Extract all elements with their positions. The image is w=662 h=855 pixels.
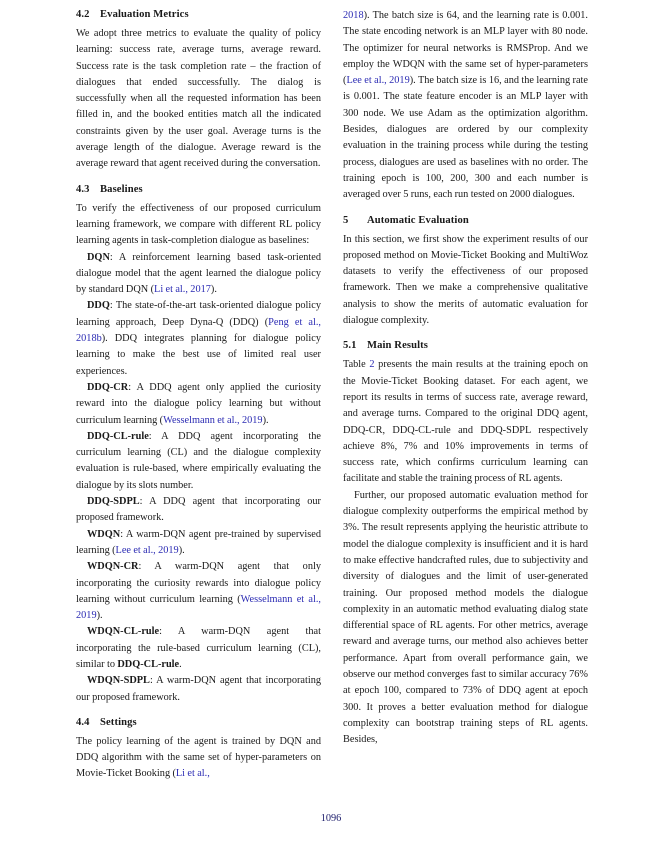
heading-4-3-title: Baselines (100, 183, 143, 195)
baseline-item-ddq-sdpl (76, 494, 321, 527)
baseline-term: DDQ-CL-rule (87, 430, 149, 442)
baseline-text-tail: . (179, 658, 182, 670)
settings-text-part2: ). The batch size is 16, and the learning rate is 0.001. The state feature encoder is an MLP layer with 300 node. We use Adam as the optimization algorithm. Besides, dialogues are ordered by our complexity evaluation in the training process while during the testing process, dialogues are used as baselines with no order. The training epoch is 100, 200, 300 and each number is averaged over 5 runs, each run tested on 2000 dialogues. (343, 75, 588, 201)
paragraph-settings-start (76, 734, 321, 783)
baseline-text: : A warm-DQN agent that incorporating the rule-based curriculum learning (CL), similar to (76, 626, 321, 670)
heading-5 (343, 214, 588, 227)
baseline-text: : A reinforcement learning based task-oriented dialogue model that the agent learned the dialogue policy by standard DQN ( (76, 251, 321, 296)
spacer (343, 204, 588, 214)
two-column-body (76, 8, 588, 798)
table-reference-link[interactable]: 2 (369, 359, 375, 371)
baseline-text: : A warm-DQN agent that incorporating our proposed framework. (76, 675, 321, 703)
citation-link[interactable]: Li et al., 2017 (154, 284, 211, 296)
citation-link[interactable]: Wesselmann et al., 2019 (76, 593, 321, 622)
baseline-term: DDQ-SDPL (87, 496, 140, 508)
baseline-term: DQN (87, 251, 110, 263)
paragraph-main-results-1 (343, 357, 588, 487)
heading-4-2 (76, 8, 321, 21)
baseline-item-wdqn-sdpl (76, 673, 321, 706)
citation-link[interactable]: Lee et al., 2019 (346, 75, 410, 87)
spacer (343, 329, 588, 339)
baseline-term: WDQN-CL-rule (87, 626, 160, 638)
settings-text-part1: ). The batch size is 64, and the learning rate is 0.001. The state encoding network is an MLP layer with 80 node. The optimizer for neural networks is RMSProp. And we employ the WDQN with the same set of hyper-parameters ( (343, 10, 588, 87)
baseline-text: : A DDQ agent only applied the curiosity reward into the dialogue policy learning but without curriculum learning ( (76, 381, 321, 426)
baseline-item-ddq-cl-rule (76, 429, 321, 494)
baseline-text-tail: ). (96, 610, 103, 622)
left-column (76, 8, 321, 798)
heading-4-4-title: Settings (100, 716, 137, 728)
baseline-text-tail: ). DDQ integrates planning for dialogue policy learning to make the best use of limited real user experiences. (76, 333, 321, 377)
baseline-term: DDQ-CR (87, 381, 129, 393)
heading-4-3-number: 4.3 (76, 183, 90, 195)
citation-link[interactable]: Wesselmann et al., 2019 (163, 414, 263, 426)
citation-link[interactable]: Peng et al., 2018b (76, 316, 322, 345)
heading-4-4 (76, 716, 321, 729)
main-results-text-tail: presents the main results at the training epoch on the Movie-Ticket Booking dataset. For each agent, we report its results in terms of success rate, average reward, and average turns. Compared to the original DDQ agent, DDQ-CR, DDQ-CL-rule and DDQ-SDPL respectively achieve 8%, 7% and 10% improvements in terms of success rate, which confirms curriculum learning can facilitate and stable the training process of RL agents. (343, 359, 589, 485)
baseline-text: : The state-of-the-art task-oriented dialogue policy learning approach, Deep Dyna-Q (DDQ) ( (76, 300, 321, 328)
paragraph-automatic-evaluation: In this section, we first show the experiment results of our proposed method on Movie-Ticket Booking and MultiWoz datasets to verify the effectiveness of our proposed framework. Then we make a comprehensive qualitative analysis to show the merits of automatic evaluation for dialogue complexity. (343, 233, 588, 327)
baseline-inline-bold-ref: DDQ-CL-rule (117, 658, 180, 670)
heading-5-number: 5 (343, 214, 349, 226)
heading-4-3 (76, 183, 321, 196)
baseline-item-dqn (76, 250, 321, 299)
baseline-item-wdqn-cl-rule (76, 624, 321, 673)
heading-5-1-title: Main Results (367, 340, 429, 352)
settings-text: The policy learning of the agent is trained by DQN and DDQ algorithm with the same set of hyper-parameters on Movie-Ticket Booking ( (76, 735, 321, 780)
baseline-text-tail: ). (262, 414, 269, 426)
baseline-text-tail: ). (178, 544, 185, 556)
baseline-text: : A warm-DQN agent pre-trained by supervised learning ( (76, 528, 321, 556)
citation-link[interactable]: Lee et al., 2019 (115, 544, 179, 556)
baseline-text: : A DDQ agent incorporating the curriculum learning (CL) and the dialogue complexity evaluation is rule-based, where empirically evaluating the dialogue by its slots number. (76, 430, 321, 491)
baseline-item-ddq (76, 298, 321, 379)
baseline-text-tail: ). (210, 284, 217, 296)
citation-link[interactable]: Li et al., (175, 768, 210, 780)
baseline-term: DDQ (87, 300, 110, 312)
page-number: 1096 (320, 813, 342, 824)
paragraph-main-results-2: Further, our proposed automatic evaluation method for dialogue complexity outperforms the empirical method by 3%. The result represents applying the heuristic attribute to model the dialogue complexity is insufficient and it is hard to make effective handcrafted rules, due to subjectivity and diversity of dialogues and the limit of user-generated training. Our proposed method models the dialogue complexity in an automatic method evaluating dialog state differential space of RL agents. For other metrics, average reward and average turns, our method also achieves better performance. Apart from overall performance gain, we observe our method converges fast to similar accuracy 76% at epoch 100, compared to 73% of DDQ agent at epoch 300. It proves a better evaluation method for dialogue complexity can bootstrap training steps of RL agents. Besides, (343, 489, 588, 746)
main-results-text: Table (343, 359, 370, 371)
baseline-item-wdqn-cr (76, 559, 321, 624)
paragraph-evaluation-metrics: We adopt three metrics to evaluate the quality of policy learning: success rate, average turns, average reward. Success rate is the task completion rate – the fraction of dialogues that ended successfully. The dialog is successfully when all the requested information has been filled in, and the booked entities match all the indicated constraints given by the user goal. Average turns is the average length of the dialogue. Average reward is the average reward that agent received during the conversation. (76, 28, 321, 170)
baseline-term: WDQN (87, 528, 121, 540)
heading-5-1-number: 5.1 (343, 340, 357, 352)
baseline-text: : A DDQ agent that incorporating our proposed framework. (76, 496, 321, 524)
right-column (343, 8, 588, 798)
baseline-term: WDQN-SDPL (87, 675, 150, 687)
heading-4-2-number: 4.2 (76, 9, 90, 20)
paragraph-baselines-intro: To verify the effectiveness of our proposed curriculum learning framework, we compare with different RL policy learning agents in task-completion dialogue as baselines: (76, 202, 321, 247)
baseline-item-wdqn (76, 527, 321, 560)
heading-4-4-number: 4.4 (76, 716, 90, 728)
citation-link-year[interactable]: 2018 (343, 10, 364, 21)
paragraph-settings-continued (343, 8, 588, 204)
spacer (76, 706, 321, 716)
baseline-item-ddq-cr (76, 380, 321, 429)
heading-4-2-title: Evaluation Metrics (100, 9, 189, 20)
heading-5-1 (343, 339, 588, 352)
heading-5-title: Automatic Evaluation (367, 214, 469, 226)
baseline-text: : A warm-DQN agent that only incorporating the curiosity rewards into dialogue policy learning without curriculum learning ( (76, 561, 321, 605)
spacer (76, 173, 321, 183)
baseline-term: WDQN-CR (87, 561, 139, 573)
